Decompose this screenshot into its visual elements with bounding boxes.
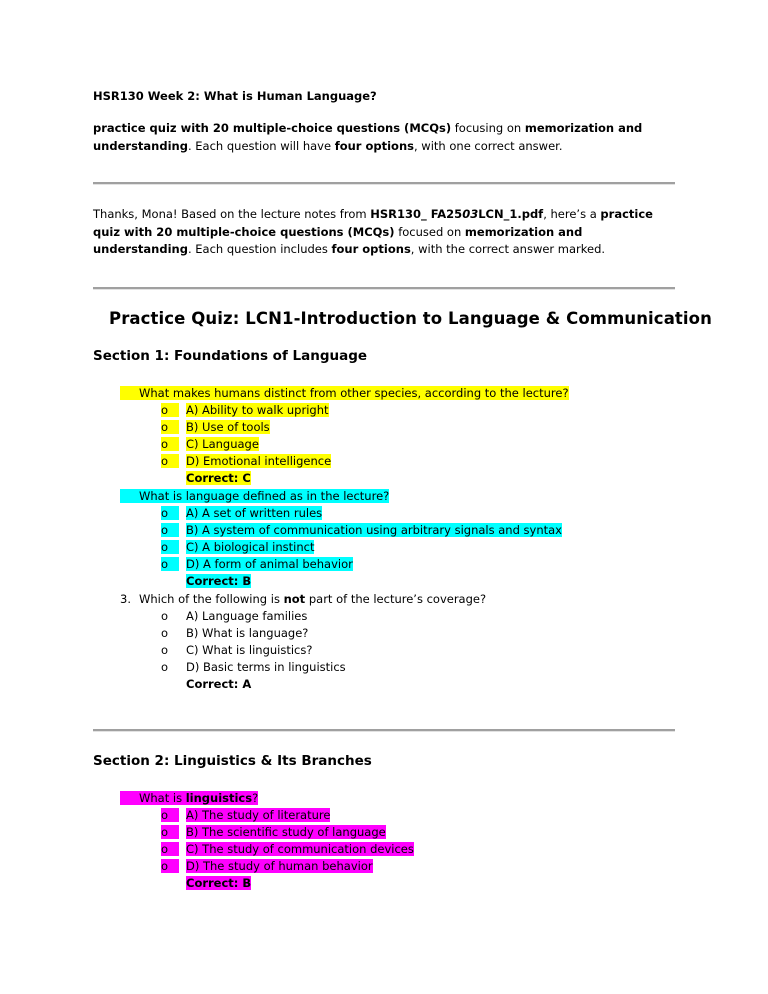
- horizontal-rule: [93, 287, 675, 290]
- bullet-icon: o: [161, 841, 179, 858]
- option: C) What is linguistics?: [186, 643, 313, 657]
- bullet-icon: o: [161, 824, 179, 841]
- option: D) Basic terms in linguistics: [186, 660, 346, 674]
- bullet-icon: o: [161, 626, 169, 640]
- intro-paragraph: practice quiz with 20 multiple-choice questions (MCQs) focusing on memorization and understanding. Each question will have four options, with one correct answer.: [93, 121, 643, 153]
- option: C) A biological instinct: [186, 540, 315, 554]
- correct-answer: Correct: C: [186, 471, 251, 485]
- bullet-icon: o: [161, 660, 169, 674]
- option: C) The study of communication devices: [186, 842, 414, 856]
- question-text: What makes humans distinct from other species, according to the lecture?: [139, 385, 569, 402]
- option: D) Emotional intelligence: [186, 454, 332, 468]
- section-title: Section 2: Linguistics & Its Branches: [93, 753, 372, 769]
- bullet-icon: o: [161, 453, 179, 470]
- option: B) The scientific study of language: [186, 825, 386, 839]
- section-title: Section 1: Foundations of Language: [93, 348, 368, 364]
- bullet-icon: o: [161, 643, 169, 657]
- bullet-icon: o: [161, 539, 179, 556]
- quiz-title: Practice Quiz: LCN1-Introduction to Language & Communication: [109, 309, 712, 328]
- bullet-icon: o: [161, 436, 179, 453]
- option: A) A set of written rules: [186, 506, 323, 520]
- correct-answer: Correct: A: [186, 677, 252, 691]
- option: B) What is language?: [186, 626, 309, 640]
- question-text: Which of the following is not part of the lecture’s coverage?: [139, 592, 487, 606]
- bullet-icon: o: [161, 505, 179, 522]
- bullet-icon: o: [161, 419, 179, 436]
- bullet-icon: o: [161, 609, 169, 623]
- bullet-icon: o: [161, 402, 179, 419]
- correct-answer: Correct: B: [186, 574, 252, 588]
- option: B) Use of tools: [186, 420, 270, 434]
- option: A) The study of literature: [186, 808, 331, 822]
- bullet-icon: o: [161, 522, 179, 539]
- option: C) Language: [186, 437, 259, 451]
- bullet-icon: o: [161, 556, 179, 573]
- horizontal-rule: [93, 729, 675, 732]
- option: D) The study of human behavior: [186, 859, 373, 873]
- option: A) Ability to walk upright: [186, 403, 329, 417]
- question-number: 3.: [120, 592, 131, 606]
- document-title: HSR130 Week 2: What is Human Language?: [93, 89, 377, 103]
- option: B) A system of communication using arbitrary signals and syntax: [186, 523, 562, 537]
- correct-answer: Correct: B: [186, 876, 252, 890]
- option: D) A form of animal behavior: [186, 557, 353, 571]
- question-text: What is linguistics?: [139, 790, 258, 807]
- message-paragraph: Thanks, Mona! Based on the lecture notes from HSR130_ FA2503LCN_1.pdf, here’s a practice quiz with 20 multiple-choice questions (MCQs) focused on memorization and understanding. Each question includes four options, with the correct answer marked.: [93, 207, 653, 256]
- horizontal-rule: [93, 182, 675, 185]
- option: A) Language families: [186, 609, 308, 623]
- bullet-icon: o: [161, 858, 179, 875]
- question-text: What is language defined as in the lecture?: [139, 488, 389, 505]
- bullet-icon: o: [161, 807, 179, 824]
